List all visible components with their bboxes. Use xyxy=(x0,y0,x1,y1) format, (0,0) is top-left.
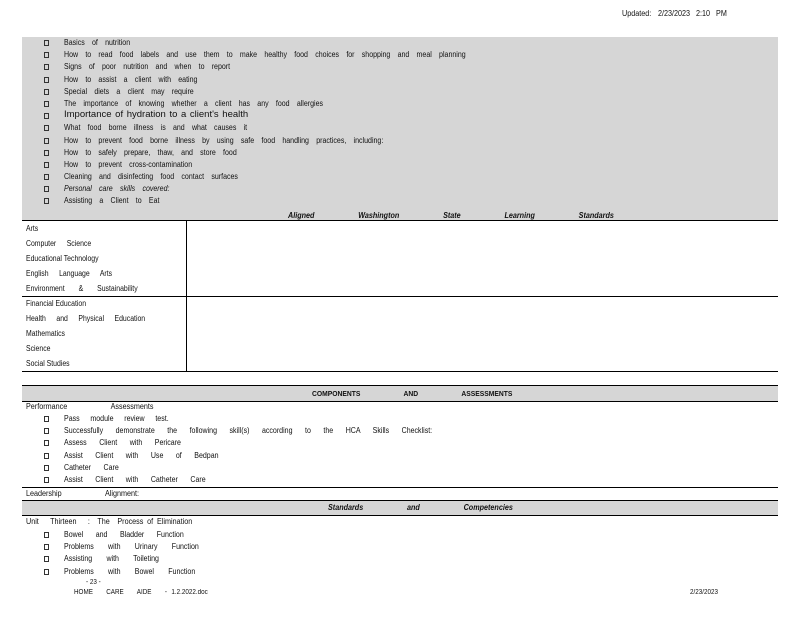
table-mid-border xyxy=(22,296,778,297)
table-bottom-border xyxy=(22,371,778,372)
checkbox-bullet-icon xyxy=(44,150,49,156)
list-item: Assess Client with Pericare xyxy=(44,438,764,450)
checkbox-bullet-icon xyxy=(44,198,49,204)
checkbox-bullet-icon xyxy=(44,465,49,471)
checkbox-bullet-icon xyxy=(44,89,49,95)
subject-social-studies: Social Studies xyxy=(26,359,70,368)
checkbox-bullet-icon xyxy=(44,77,49,83)
performance-items-list xyxy=(44,414,764,487)
checkbox-bullet-icon xyxy=(44,52,49,58)
list-item: Assisting with Toileting xyxy=(44,554,644,566)
updated-date: 2/23/2023 xyxy=(658,9,691,18)
checkbox-bullet-icon xyxy=(44,416,49,422)
checkbox-bullet-icon xyxy=(44,40,49,46)
unit-label: Unit Thirteen : The Process of Elimination xyxy=(26,517,193,526)
subject-computer-science: Computer Science xyxy=(26,239,92,248)
checkbox-bullet-icon xyxy=(44,113,49,119)
list-item: Problems with Bowel Function xyxy=(44,567,644,579)
table-top-border xyxy=(22,220,778,221)
list-item: Special diets a client may require xyxy=(44,87,764,99)
list-item: Importance of hydration to a client's health xyxy=(44,111,764,123)
checkbox-bullet-icon xyxy=(44,440,49,446)
list-item: How to read food labels and use them to make healthy food choices for shopping and meal planning xyxy=(44,50,764,62)
subject-financial-education: Financial Education xyxy=(26,299,87,308)
footer-document-name: HOME CARE AIDE - 1.2.2022.doc xyxy=(74,589,208,596)
performance-assessments-label: Performance Assessments xyxy=(26,402,154,411)
updated-time: 2:10 PM xyxy=(696,9,727,18)
subject-health-physical-education: Health and Physical Education xyxy=(26,314,146,323)
aligned-standards-heading: Aligned Washington State Learning Standards xyxy=(288,211,614,220)
list-item: Personal care skills covered: xyxy=(44,184,764,196)
checkbox-bullet-icon xyxy=(44,453,49,459)
checkbox-bullet-icon xyxy=(44,138,49,144)
list-item: Successfully demonstrate the following skill(s) according to the HCA Skills Checklist: xyxy=(44,426,764,438)
list-item: Problems with Urinary Function xyxy=(44,542,644,554)
subject-educational-technology: Educational Technology xyxy=(26,254,99,263)
checkbox-bullet-icon xyxy=(44,162,49,168)
list-item: How to prevent food borne illness by using safe food handling practices, including: xyxy=(44,136,764,148)
checkbox-bullet-icon xyxy=(44,174,49,180)
standards-bottom-border xyxy=(22,515,778,516)
subject-science: Science xyxy=(26,344,51,353)
list-item: How to assist a client with eating xyxy=(44,75,764,87)
checkbox-bullet-icon xyxy=(44,532,49,538)
list-item: Assist Client with Use of Bedpan xyxy=(44,451,764,463)
topics-list xyxy=(44,38,764,209)
footer-date: 2/23/2023 xyxy=(690,589,719,596)
checkbox-bullet-icon xyxy=(44,428,49,434)
list-item: Catheter Care xyxy=(44,463,764,475)
list-item: Assist Client with Catheter Care xyxy=(44,475,764,487)
list-item: Assisting a Client to Eat xyxy=(44,196,764,208)
checkbox-bullet-icon xyxy=(44,64,49,70)
list-item: How to safely prepare, thaw, and store food xyxy=(44,148,764,160)
subject-mathematics: Mathematics xyxy=(26,329,66,338)
checkbox-bullet-icon xyxy=(44,569,49,575)
list-item: How to prevent cross-contamination xyxy=(44,160,764,172)
list-item: Pass module review test. xyxy=(44,414,764,426)
checkbox-bullet-icon xyxy=(44,556,49,562)
leadership-top-border xyxy=(22,487,778,488)
subject-english-language-arts: English Language Arts xyxy=(26,269,113,278)
list-item: Cleaning and disinfecting food contact surfaces xyxy=(44,172,764,184)
unit-items-list xyxy=(44,530,644,579)
standards-competencies-heading: Standards and Competencies xyxy=(328,503,513,512)
footer-page-number: - 23 - xyxy=(86,579,101,586)
subject-environment-sustainability: Environment & Sustainability xyxy=(26,284,138,293)
checkbox-bullet-icon xyxy=(44,101,49,107)
checkbox-bullet-icon xyxy=(44,186,49,192)
leadership-alignment-label: Leadership Alignment: xyxy=(26,489,140,498)
list-item: What food borne illness is and what causes it xyxy=(44,123,764,135)
checkbox-bullet-icon xyxy=(44,125,49,131)
components-heading: COMPONENTS AND ASSESSMENTS xyxy=(312,389,513,398)
checkbox-bullet-icon xyxy=(44,477,49,483)
updated-label: Updated: xyxy=(622,9,652,18)
list-item: Bowel and Bladder Function xyxy=(44,530,644,542)
list-item: The importance of knowing whether a client has any food allergies xyxy=(44,99,764,111)
subject-arts: Arts xyxy=(26,224,39,233)
list-item: Signs of poor nutrition and when to report xyxy=(44,62,764,74)
list-item: Basics of nutrition xyxy=(44,38,764,50)
checkbox-bullet-icon xyxy=(44,544,49,550)
